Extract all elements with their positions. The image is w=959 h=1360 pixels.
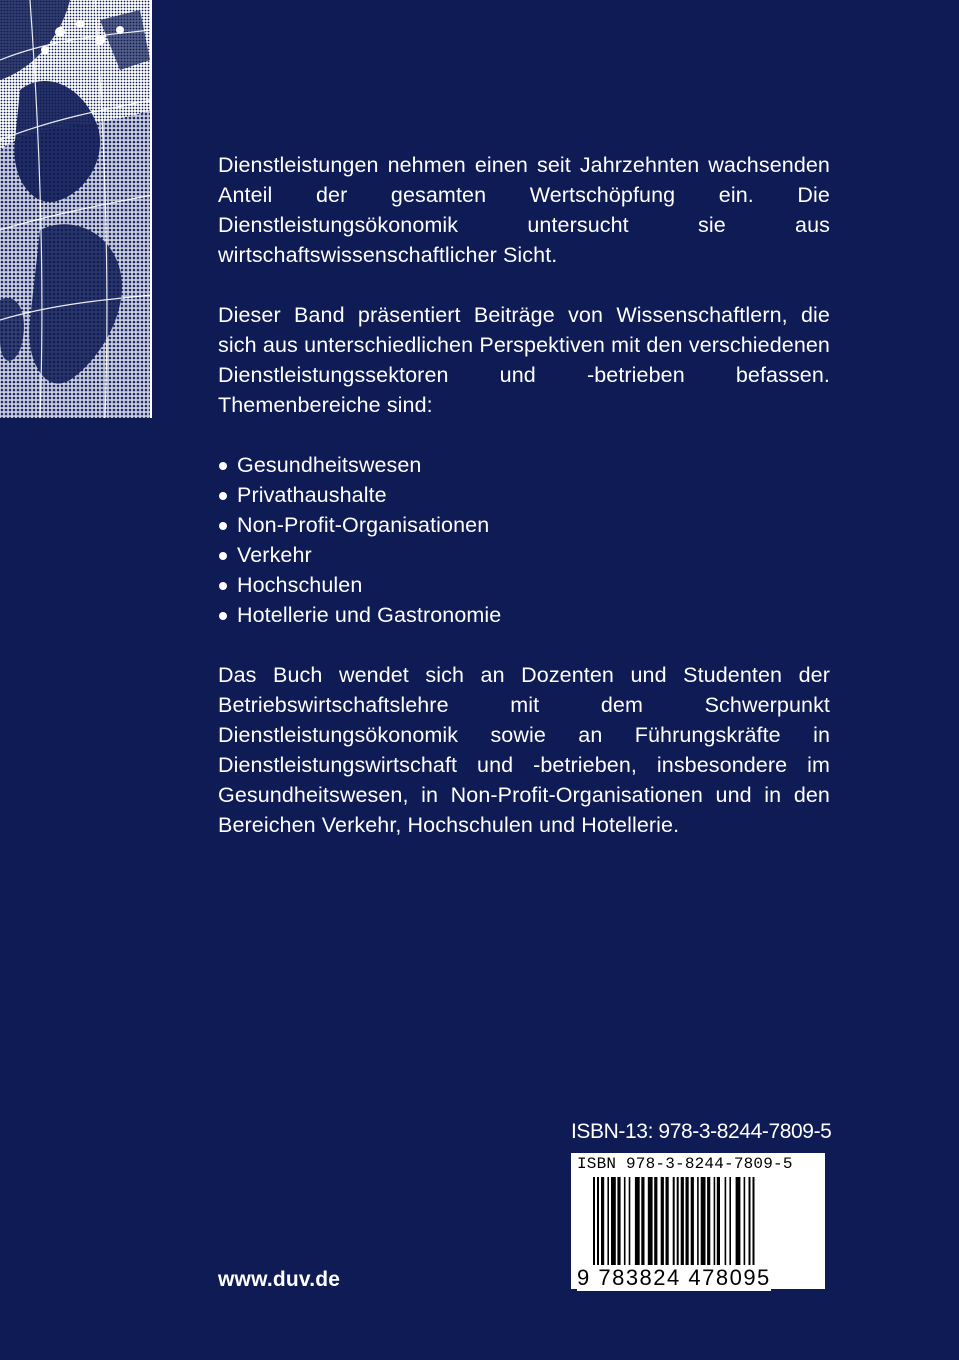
barcode-bar	[624, 1177, 626, 1265]
topic-item: Hochschulen	[218, 570, 830, 600]
barcode-bar	[635, 1177, 640, 1265]
barcode	[571, 1153, 825, 1289]
barcode-bar	[691, 1177, 694, 1265]
topic-item: Privathaushalte	[218, 480, 830, 510]
barcode-bar	[648, 1177, 653, 1265]
barcode-bar	[661, 1177, 664, 1265]
topic-item: Verkehr	[218, 540, 830, 570]
topic-item: Hotellerie und Gastronomie	[218, 600, 830, 630]
barcode-digits: 9 783824 478095	[577, 1265, 771, 1290]
barcode-bar	[601, 1177, 604, 1265]
topic-item: Gesundheitswesen	[218, 450, 830, 480]
globe-illustration	[0, 0, 152, 418]
barcode-bar	[666, 1177, 669, 1265]
intro-paragraph: Dienstleistungen nehmen einen seit Jahrzehnten wachsenden Anteil der gesamten Wertschöpfung ein. Die Dienstleistungsökonomik untersucht sie aus wirtschaftswissenschaftlicher Sicht.	[218, 153, 830, 267]
barcode-bar	[629, 1177, 631, 1265]
back-cover-text	[218, 150, 830, 840]
barcode-bar	[686, 1177, 689, 1265]
barcode-bar	[641, 1177, 644, 1265]
barcode-bar	[611, 1177, 616, 1265]
barcode-isbn-text: ISBN 978-3-8244-7809-5	[577, 1155, 793, 1173]
barcode-bar	[725, 1177, 727, 1265]
barcode-bar	[714, 1177, 716, 1265]
audience-paragraph: Das Buch wendet sich an Dozenten und Studenten der Betriebswirtschaftslehre mit dem Schwerpunkt Dienstleistungsökonomik sowie an Führungskräfte in Dienstleistungswirtschaft und -betrieben, insbesondere im Gesundheitswesen, in Non-Profit-Organisationen und in den Bereichen Verkehr, Hochschulen und Hotellerie.	[218, 663, 830, 837]
content-paragraph: Dieser Band präsentiert Beiträge von Wissenschaftlern, die sich aus unterschiedlichen Perspektiven mit den verschiedenen Dienstleistungssektoren und -betrieben befassen. Themenbereiche sind:	[218, 303, 830, 417]
isbn-label: ISBN-13: 978-3-8244-7809-5	[571, 1120, 832, 1143]
barcode-bar	[701, 1177, 706, 1265]
topic-item: Non-Profit-Organisationen	[218, 510, 830, 540]
barcode-bar	[681, 1177, 684, 1265]
barcode-bar	[697, 1177, 699, 1265]
barcode-bar	[717, 1177, 720, 1265]
barcode-bar	[744, 1177, 746, 1265]
topics-list	[218, 450, 830, 630]
barcode-bar	[654, 1177, 657, 1265]
barcode-bar	[729, 1177, 731, 1265]
barcode-bar	[617, 1177, 620, 1265]
website-url: www.duv.de	[218, 1268, 341, 1291]
barcode-bar	[607, 1177, 609, 1265]
barcode-bar	[736, 1177, 741, 1265]
barcode-bar	[707, 1177, 710, 1265]
